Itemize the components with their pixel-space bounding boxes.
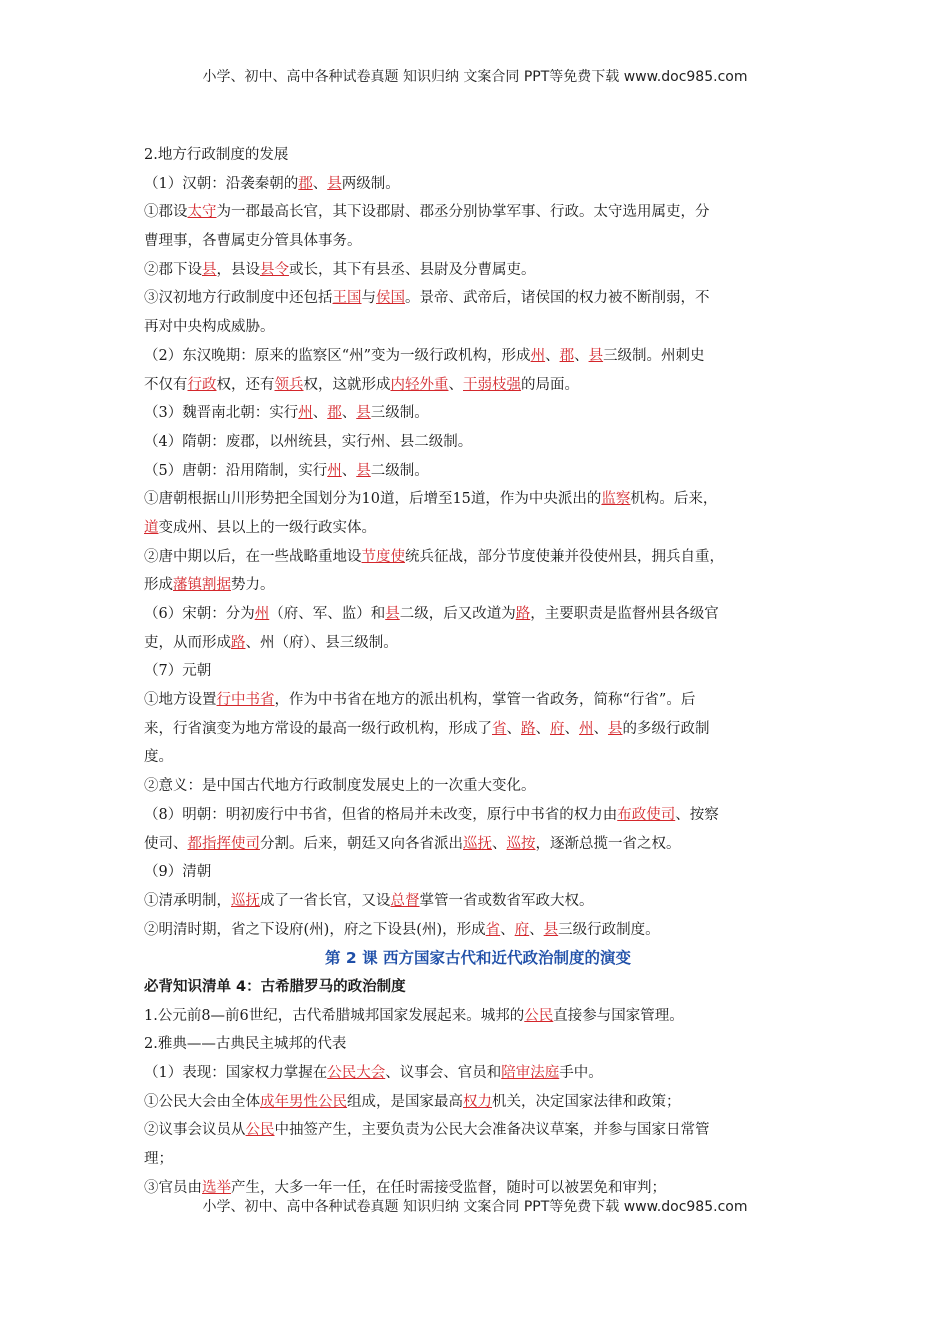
text-line <box>144 629 812 658</box>
text-segment: ③汉初地方行政制度中还包括 <box>144 290 333 307</box>
keyword: 公民 <box>524 1007 554 1024</box>
text-segment: ②唐中期以后，在一些战略重地设 <box>144 548 362 565</box>
keyword: 路 <box>231 634 246 651</box>
text-segment: 掌管一省或数省军政大权。 <box>419 892 594 909</box>
text-segment: 、 <box>312 405 328 422</box>
text-line <box>144 399 812 428</box>
text-segment: （3）魏晋南北朝：实行 <box>144 405 299 422</box>
text-line <box>144 1088 812 1117</box>
text-segment: 权，还有 <box>216 376 275 393</box>
text-segment: 势力。 <box>231 577 275 594</box>
text-segment: ②议事会议员从 <box>144 1122 246 1139</box>
text-line <box>144 284 812 313</box>
text-segment: 、 <box>312 175 328 192</box>
text-segment: 吏，从而形成 <box>144 634 231 651</box>
text-line <box>144 457 812 486</box>
text-line <box>144 227 812 256</box>
text-segment: 机关，决定国家法律和政策； <box>492 1093 681 1110</box>
keyword: 巡按 <box>506 835 536 852</box>
text-segment: 、 <box>545 347 560 364</box>
text-line <box>144 141 812 170</box>
keyword: 总督 <box>390 892 420 909</box>
keyword: 太守 <box>187 204 217 221</box>
keyword: 府 <box>550 720 565 737</box>
keyword: 权力 <box>463 1093 492 1110</box>
keyword: 巡抚 <box>231 892 260 909</box>
text-segment: 形成 <box>144 577 173 594</box>
text-segment: 、 <box>535 720 550 737</box>
text-line <box>144 198 812 227</box>
text-segment: 来，行省演变为地方常设的最高一级行政机构，形成了 <box>144 720 492 737</box>
text-line <box>144 313 812 342</box>
text-line <box>144 600 812 629</box>
text-segment: 变成州、县以上的一级行政实体。 <box>158 519 376 536</box>
text-line <box>144 1059 812 1088</box>
text-segment: （6）宋朝：分为 <box>144 606 255 622</box>
keyword: 节度使 <box>361 548 405 565</box>
text-segment: 曹理事，各曹属吏分管具体事务。 <box>144 233 362 250</box>
keyword: 选举 <box>202 1179 231 1196</box>
keyword: 都指挥使司 <box>187 835 260 852</box>
text-line <box>144 571 812 600</box>
keyword: 县 <box>588 347 604 364</box>
text-segment: （1）表现：国家权力掌握在 <box>144 1065 328 1081</box>
text-segment: 手中。 <box>559 1065 603 1081</box>
text-segment: （7）元朝 <box>144 663 212 680</box>
text-segment: 不仅有 <box>144 376 188 393</box>
keyword: 藩镇割据 <box>173 577 231 594</box>
keyword: 县 <box>385 606 400 622</box>
text-segment: 、按察 <box>675 806 719 823</box>
text-segment: 。景帝、武帝后，诸侯国的权力被不断削弱，不 <box>405 290 710 307</box>
text-segment: 三级制。州刺史 <box>603 347 705 364</box>
text-line <box>144 772 812 801</box>
text-segment: ，逐渐总揽一省之权。 <box>535 835 681 852</box>
keyword: 路 <box>521 720 536 737</box>
text-line <box>144 715 812 744</box>
text-segment: 、 <box>341 462 357 479</box>
keyword: 路 <box>515 606 531 622</box>
keyword: 郡 <box>559 347 575 364</box>
text-segment: 、 <box>529 921 544 938</box>
keyword: 郡 <box>298 175 313 192</box>
text-segment: 、 <box>500 921 515 938</box>
text-segment: 三级行政制度。 <box>558 921 660 938</box>
text-line <box>144 1116 812 1145</box>
text-line <box>144 371 812 400</box>
text-line <box>144 428 812 457</box>
text-line <box>144 485 812 514</box>
text-segment: ，县设 <box>216 261 260 278</box>
text-segment: （1）汉朝：沿袭秦朝的 <box>144 175 299 192</box>
text-segment: 统兵征战，部分节度使兼并役使州县，拥兵自重， <box>405 548 724 565</box>
text-line <box>144 887 812 916</box>
text-line <box>144 916 812 945</box>
keyword: 侯国 <box>376 290 405 307</box>
text-segment: ③官员由 <box>144 1179 202 1196</box>
keyword: 州 <box>254 606 270 622</box>
section-heading <box>144 973 812 1002</box>
keyword: 行政 <box>187 376 217 393</box>
text-segment: 成了一省长官，又设 <box>260 892 391 909</box>
text-line <box>144 514 812 543</box>
keyword: 县 <box>202 261 217 278</box>
text-line <box>144 342 812 371</box>
text-line <box>144 1030 812 1059</box>
keyword: 省 <box>492 720 507 737</box>
text-line <box>144 858 812 887</box>
text-line <box>144 657 812 686</box>
keyword: 县 <box>543 921 559 938</box>
text-segment: （4）隋朝：废郡，以州统县，实行州、县二级制。 <box>144 433 473 450</box>
keyword: 县 <box>327 175 342 192</box>
text-line <box>144 743 812 772</box>
keyword: 公民大会 <box>327 1065 386 1081</box>
text-segment: （5）唐朝：沿用隋制，实行 <box>144 462 328 479</box>
text-segment: 再对中央构成威胁。 <box>144 319 275 336</box>
text-segment: ②郡下设 <box>144 261 202 278</box>
text-segment: 三级制。 <box>370 405 429 422</box>
text-line <box>144 1145 812 1174</box>
text-segment: ①清承明制， <box>144 892 231 909</box>
text-line <box>144 543 812 572</box>
keyword: 领兵 <box>274 376 304 393</box>
text-segment: ①郡设 <box>144 204 188 221</box>
text-segment: （8）明朝：明初废行中书省，但省的格局并未改变，原行中书省的权力由 <box>144 806 618 823</box>
text-line <box>144 170 812 199</box>
text-segment: 必背知识清单 4：古希腊罗马的政治制度 <box>144 978 406 995</box>
keyword: 巡抚 <box>463 835 492 852</box>
text-segment: （2）东汉晚期：原来的监察区“州”变为一级行政机构，形成 <box>144 347 531 364</box>
text-segment: 、议事会、官员和 <box>385 1065 502 1081</box>
text-segment: 2.雅典——古典民主城邦的代表 <box>144 1036 347 1053</box>
text-segment: 二级，后又改道为 <box>399 606 516 622</box>
text-segment: 产生，大多一年一任，在任时需接受监督，随时可以被罢免和审判； <box>231 1179 666 1196</box>
page-footer: 小学、初中、高中各种试卷真题 知识归纳 文案合同 PPT等免费下载 www.doc985.com <box>202 1199 748 1215</box>
text-line <box>144 686 812 715</box>
keyword: 省 <box>485 921 501 938</box>
text-segment: 、 <box>448 376 463 393</box>
text-segment: ②明清时期，省之下设府(州)，府之下设县(州)，形成 <box>144 921 486 938</box>
keyword: 监察 <box>601 491 631 508</box>
text-segment: 中抽签产生，主要负责为公民大会准备决议草案，并参与国家日常管 <box>274 1122 710 1139</box>
keyword: 州 <box>579 720 594 737</box>
keyword: 郡 <box>327 405 342 422</box>
text-segment: 、 <box>574 347 589 364</box>
text-segment: 、 <box>564 720 579 737</box>
text-line <box>144 256 812 285</box>
text-segment: 为一郡最高长官，其下设郡尉、郡丞分别协掌军事、行政。太守选用属吏，分 <box>216 204 710 221</box>
text-segment: 组成，是国家最高 <box>347 1093 463 1110</box>
text-segment: （9）清朝 <box>144 864 212 881</box>
keyword: 干弱枝强 <box>463 376 521 393</box>
keyword: 道 <box>144 519 159 536</box>
text-segment: 机构。后来， <box>630 491 718 508</box>
text-segment: 直接参与国家管理。 <box>553 1007 684 1024</box>
keyword: 成年男性公民 <box>260 1093 347 1110</box>
text-line <box>144 801 812 830</box>
text-segment: 、 <box>492 835 507 852</box>
text-segment: 的多级行政制 <box>622 720 710 737</box>
keyword: 布政使司 <box>617 806 676 823</box>
keyword: 行中书省 <box>216 692 275 709</box>
text-segment: 1.公元前8—前6世纪，古代希腊城邦国家发展起来。城邦的 <box>144 1007 525 1024</box>
keyword: 县 <box>356 405 371 422</box>
text-segment: ，作为中书省在地方的派出机构，掌管一省政务，简称“行省”。后 <box>274 692 696 709</box>
text-line <box>144 1002 812 1031</box>
text-segment: 的局面。 <box>521 376 579 393</box>
keyword: 内轻外重 <box>390 376 449 393</box>
text-segment: 、 <box>506 720 521 737</box>
text-segment: 使司、 <box>144 835 188 852</box>
text-segment: 权，这就形成 <box>303 376 391 393</box>
text-segment: 理； <box>144 1151 173 1168</box>
text-segment: ①公民大会由全体 <box>144 1093 260 1110</box>
document-body <box>144 141 812 1202</box>
keyword: 县 <box>608 720 623 737</box>
keyword: 州 <box>530 347 546 364</box>
text-segment: ②意义：是中国古代地方行政制度发展史上的一次重大变化。 <box>144 778 536 795</box>
keyword: 王国 <box>332 290 362 307</box>
text-segment: 或长，其下有县丞、县尉及分曹属吏。 <box>289 261 536 278</box>
text-segment: ，主要职责是监督州县各级官 <box>530 606 719 622</box>
keyword: 公民 <box>245 1122 275 1139</box>
text-segment: 度。 <box>144 749 173 766</box>
text-segment: 第 2 课 西方国家古代和近代政治制度的演变 <box>325 949 631 968</box>
keyword: 县 <box>356 462 371 479</box>
keyword: 州 <box>298 405 313 422</box>
text-segment: 、州（府）、县三级制。 <box>245 634 398 651</box>
page-header: 小学、初中、高中各种试卷真题 知识归纳 文案合同 PPT等免费下载 www.doc985.com <box>202 69 748 85</box>
text-line <box>144 830 812 859</box>
keyword: 州 <box>327 462 342 479</box>
text-segment: 分割。后来，朝廷又向各省派出 <box>260 835 463 852</box>
text-segment: （府、军、监）和 <box>269 606 386 622</box>
text-segment: ①唐朝根据山川形势把全国划分为10道，后增至15道，作为中央派出的 <box>144 491 602 508</box>
keyword: 陪审法庭 <box>501 1065 560 1081</box>
text-segment: 与 <box>361 290 376 307</box>
text-segment: 、 <box>593 720 608 737</box>
lesson-title <box>144 944 812 973</box>
text-segment: 两级制。 <box>341 175 400 192</box>
text-segment: 二级制。 <box>370 462 429 479</box>
text-segment: 2.地方行政制度的发展 <box>144 147 289 163</box>
text-segment: ①地方设置 <box>144 692 217 709</box>
keyword: 府 <box>514 921 530 938</box>
keyword: 县令 <box>260 261 289 278</box>
text-segment: 、 <box>341 405 357 422</box>
